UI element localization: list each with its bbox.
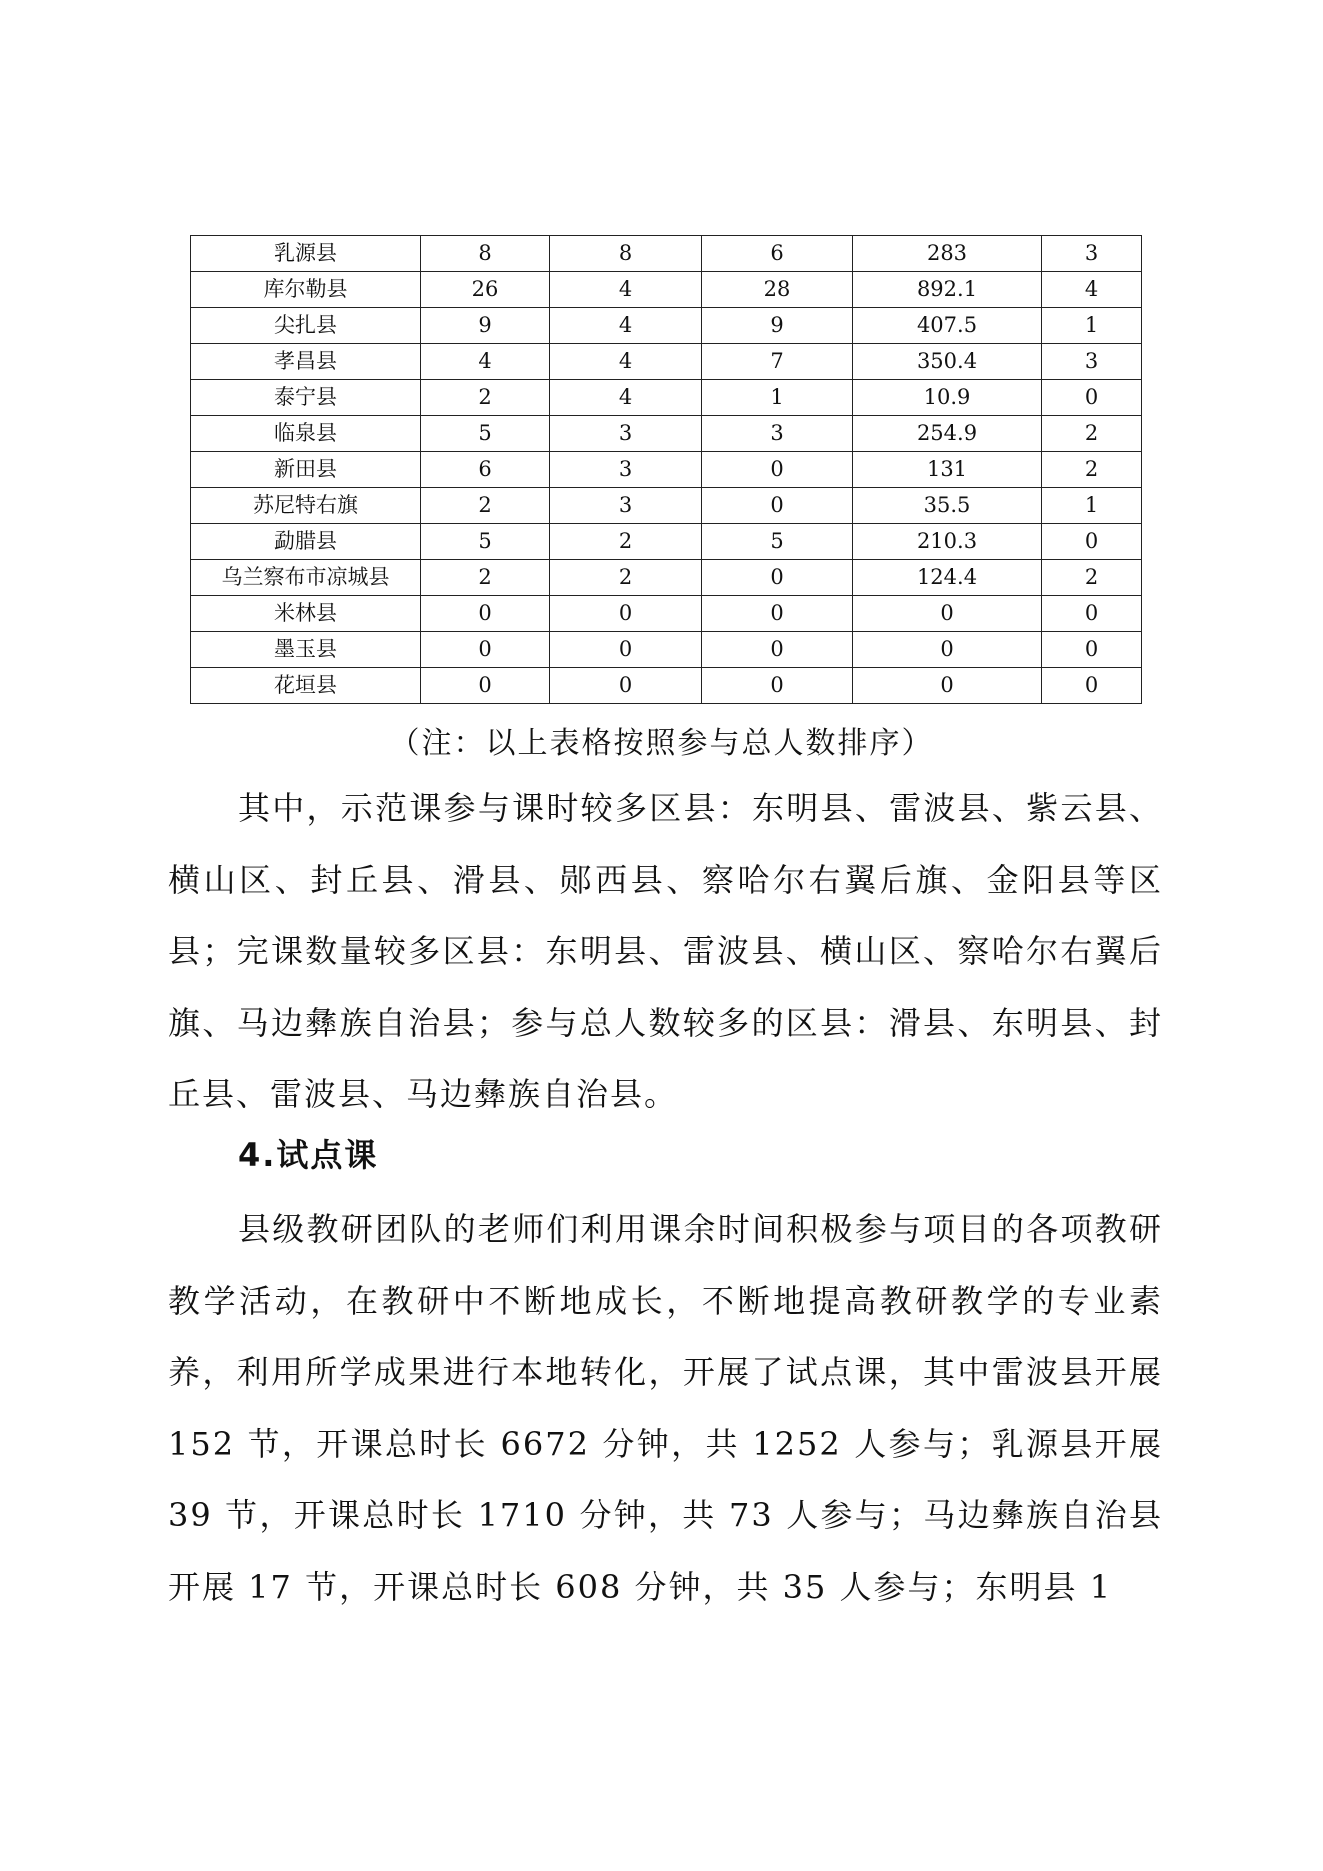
value-cell: 26 xyxy=(421,272,550,308)
value-cell: 3 xyxy=(550,488,702,524)
value-cell: 0 xyxy=(853,632,1042,668)
county-name-cell: 尖扎县 xyxy=(191,308,421,344)
value-cell: 5 xyxy=(421,416,550,452)
county-name-cell: 墨玉县 xyxy=(191,632,421,668)
table-note: （注：以上表格按照参与总人数排序） xyxy=(389,726,934,761)
value-cell: 1 xyxy=(1042,308,1142,344)
value-cell: 5 xyxy=(702,524,853,560)
summary-paragraph: 其中，示范课参与课时较多区县：东明县、雷波县、紫云县、横山区、封丘县、滑县、郧西县、察哈尔右翼后旗、金阳县等区县；完课数量较多区县：东明县、雷波县、横山区、察哈尔右翼后旗、马边彝族自治县；参与总人数较多的区县：滑县、东明县、封丘县、雷波县、马边彝族自治县。 xyxy=(168,789,1163,1113)
value-cell: 35.5 xyxy=(853,488,1042,524)
value-cell: 2 xyxy=(421,380,550,416)
value-cell: 0 xyxy=(421,596,550,632)
value-cell: 3 xyxy=(1042,344,1142,380)
value-cell: 2 xyxy=(550,524,702,560)
county-name-cell: 乌兰察布市凉城县 xyxy=(191,560,421,596)
value-cell: 7 xyxy=(702,344,853,380)
value-cell: 4 xyxy=(421,344,550,380)
value-cell: 2 xyxy=(550,560,702,596)
value-cell: 2 xyxy=(1042,452,1142,488)
county-name-cell: 勐腊县 xyxy=(191,524,421,560)
value-cell: 9 xyxy=(421,308,550,344)
value-cell: 892.1 xyxy=(853,272,1042,308)
value-cell: 0 xyxy=(550,632,702,668)
value-cell: 3 xyxy=(550,416,702,452)
value-cell: 350.4 xyxy=(853,344,1042,380)
table-row xyxy=(191,560,1142,596)
county-stats-table xyxy=(190,235,1142,704)
value-cell: 1 xyxy=(702,380,853,416)
value-cell: 5 xyxy=(421,524,550,560)
value-cell: 0 xyxy=(853,596,1042,632)
value-cell: 8 xyxy=(421,236,550,272)
value-cell: 28 xyxy=(702,272,853,308)
value-cell: 131 xyxy=(853,452,1042,488)
value-cell: 0 xyxy=(702,668,853,704)
county-name-cell: 新田县 xyxy=(191,452,421,488)
value-cell: 0 xyxy=(550,596,702,632)
value-cell: 0 xyxy=(421,632,550,668)
value-cell: 254.9 xyxy=(853,416,1042,452)
table-row xyxy=(191,596,1142,632)
table-row xyxy=(191,308,1142,344)
value-cell: 0 xyxy=(702,488,853,524)
county-name-cell: 花垣县 xyxy=(191,668,421,704)
table-row xyxy=(191,272,1142,308)
county-name-cell: 孝昌县 xyxy=(191,344,421,380)
value-cell: 2 xyxy=(1042,416,1142,452)
value-cell: 4 xyxy=(550,308,702,344)
value-cell: 0 xyxy=(702,560,853,596)
value-cell: 0 xyxy=(702,596,853,632)
value-cell: 3 xyxy=(702,416,853,452)
table-row xyxy=(191,488,1142,524)
county-name-cell: 乳源县 xyxy=(191,236,421,272)
value-cell: 0 xyxy=(1042,632,1142,668)
value-cell: 0 xyxy=(1042,524,1142,560)
value-cell: 6 xyxy=(421,452,550,488)
county-name-cell: 苏尼特右旗 xyxy=(191,488,421,524)
value-cell: 0 xyxy=(421,668,550,704)
table-row xyxy=(191,452,1142,488)
value-cell: 4 xyxy=(550,344,702,380)
value-cell: 0 xyxy=(1042,380,1142,416)
table-row xyxy=(191,344,1142,380)
value-cell: 2 xyxy=(421,560,550,596)
value-cell: 3 xyxy=(550,452,702,488)
table-row xyxy=(191,380,1142,416)
value-cell: 8 xyxy=(550,236,702,272)
value-cell: 4 xyxy=(1042,272,1142,308)
value-cell: 6 xyxy=(702,236,853,272)
value-cell: 10.9 xyxy=(853,380,1042,416)
table-row xyxy=(191,668,1142,704)
county-name-cell: 米林县 xyxy=(191,596,421,632)
value-cell: 283 xyxy=(853,236,1042,272)
value-cell: 2 xyxy=(421,488,550,524)
county-name-cell: 临泉县 xyxy=(191,416,421,452)
table-row xyxy=(191,632,1142,668)
value-cell: 4 xyxy=(550,380,702,416)
value-cell: 9 xyxy=(702,308,853,344)
value-cell: 0 xyxy=(1042,668,1142,704)
value-cell: 0 xyxy=(702,452,853,488)
value-cell: 210.3 xyxy=(853,524,1042,560)
value-cell: 0 xyxy=(853,668,1042,704)
value-cell: 0 xyxy=(550,668,702,704)
value-cell: 2 xyxy=(1042,560,1142,596)
value-cell: 4 xyxy=(550,272,702,308)
value-cell: 3 xyxy=(1042,236,1142,272)
value-cell: 124.4 xyxy=(853,560,1042,596)
section-heading: 4.试点课 xyxy=(238,1136,379,1174)
table-row xyxy=(191,416,1142,452)
value-cell: 0 xyxy=(1042,596,1142,632)
table-row xyxy=(191,524,1142,560)
county-name-cell: 泰宁县 xyxy=(191,380,421,416)
value-cell: 0 xyxy=(702,632,853,668)
table-body xyxy=(191,236,1142,704)
table-row xyxy=(191,236,1142,272)
pilot-class-paragraph: 县级教研团队的老师们利用课余时间积极参与项目的各项教研教学活动，在教研中不断地成长，不断地提高教研教学的专业素养，利用所学成果进行本地转化，开展了试点课，其中雷波县开展 152 节，开课总时长 6672 分钟，共 1252 人参与；乳源县开展 39 节，开课总时长 1710 分钟，共 73 人参与；马边彝族自治县开展 17 节，开课总时长 608 分钟，共 35 人参与；东明县 1 xyxy=(168,1210,1163,1606)
value-cell: 1 xyxy=(1042,488,1142,524)
county-name-cell: 库尔勒县 xyxy=(191,272,421,308)
value-cell: 407.5 xyxy=(853,308,1042,344)
